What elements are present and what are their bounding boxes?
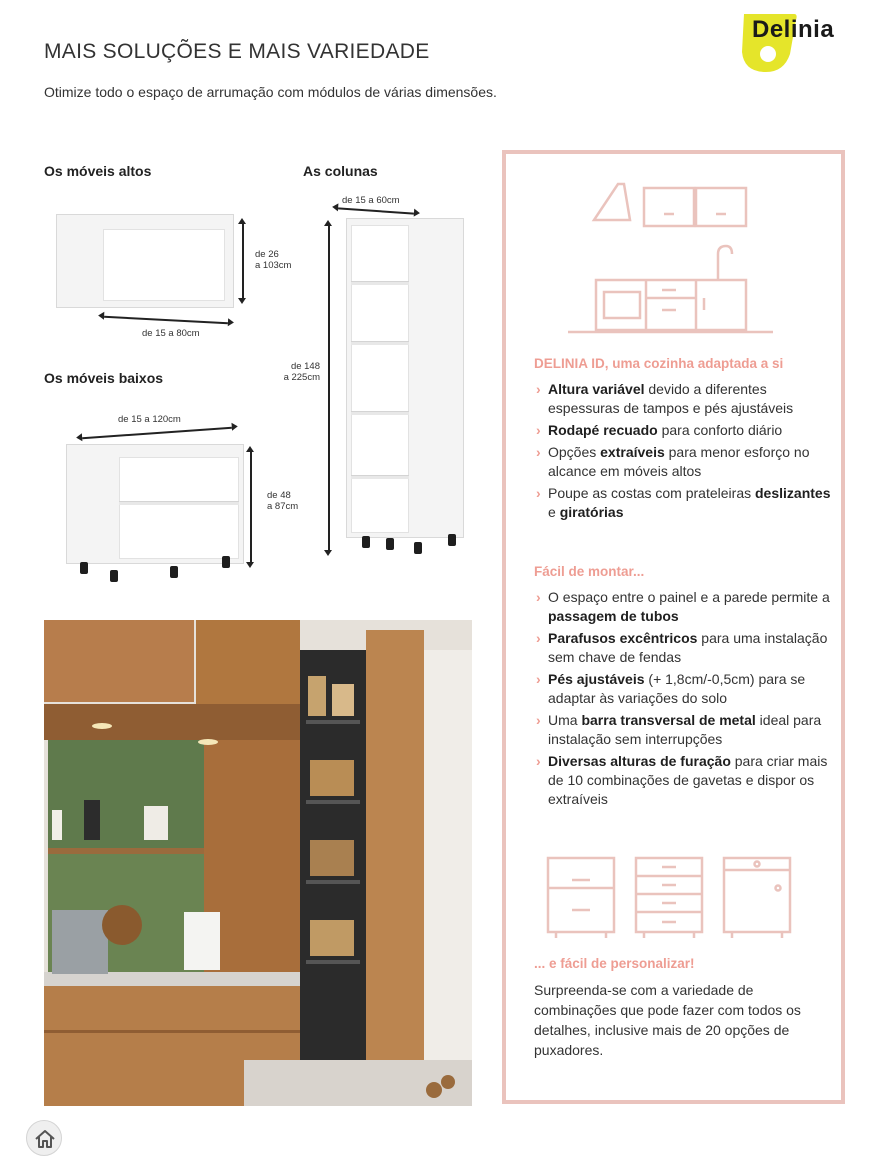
list-item: › Altura variável devido a diferentes espessuras de tampos e pés ajustáveis — [536, 380, 836, 418]
info-panel — [502, 150, 845, 1104]
list-item: › Diversas alturas de furação para criar mais de 10 combinações de gavetas e dispor os extraíveis — [536, 752, 836, 809]
page-subtitle: Otimize todo o espaço de arrumação com módulos de várias dimensões. — [44, 84, 497, 100]
base-height-arrow — [250, 452, 252, 562]
section2-title: Fácil de montar... — [534, 564, 645, 579]
column-width-arrow — [338, 207, 414, 214]
home-icon — [27, 1121, 63, 1157]
base-cabinet-illustration — [66, 444, 244, 564]
kitchen-outline-icon — [568, 180, 778, 340]
section2-list — [536, 588, 836, 812]
base-cabinets-label: Os móveis baixos — [44, 370, 164, 386]
list-item: › Poupe as costas com prateleiras deslizantes e giratórias — [536, 484, 836, 522]
home-button[interactable] — [26, 1120, 62, 1156]
drawer-modules-icon — [544, 854, 794, 944]
wall-width-label: de 15 a 80cm — [142, 328, 200, 339]
list-item: › Pés ajustáveis (+ 1,8cm/-0,5cm) para se adaptar às variações do solo — [536, 670, 836, 708]
wall-cabinet-illustration — [56, 214, 234, 308]
logo-text: Delinia — [752, 16, 835, 43]
column-height-arrow — [328, 226, 330, 550]
wall-height-arrow — [242, 224, 244, 298]
wall-width-arrow — [104, 316, 228, 324]
base-height-label: de 48 a 87cm — [267, 490, 299, 512]
base-width-arrow — [82, 427, 232, 439]
list-item: › Rodapé recuado para conforto diário — [536, 421, 836, 440]
tall-cabinets-label: Os móveis altos — [44, 163, 152, 179]
column-height-label: de 148 a 225cm — [283, 361, 320, 383]
page-title: MAIS SOLUÇÕES E MAIS VARIEDADE — [44, 40, 430, 63]
list-item: › Parafusos excêntricos para uma instalação sem chave de fendas — [536, 629, 836, 667]
section1-list — [536, 380, 836, 525]
base-width-label: de 15 a 120cm — [118, 414, 181, 425]
kitchen-scene-icon — [44, 620, 472, 1106]
columns-label: As colunas — [303, 163, 378, 179]
list-item: › Opções extraíveis para menor esforço no alcance em móveis altos — [536, 443, 836, 481]
section3-title: ... e fácil de personalizar! — [534, 956, 695, 971]
list-item: › O espaço entre o painel e a parede permite a passagem de tubos — [536, 588, 836, 626]
wall-height-label: de 26 a 103cm — [255, 249, 292, 271]
kitchen-photo — [44, 620, 472, 1106]
tall-column-illustration — [346, 218, 464, 538]
section1-title: DELINIA ID, uma cozinha adaptada a si — [534, 356, 784, 371]
column-width-label: de 15 a 60cm — [342, 195, 400, 206]
list-item: › Uma barra transversal de metal ideal para instalação sem interrupções — [536, 711, 836, 749]
closing-text: Surpreenda-se com a variedade de combinações que pode fazer com todos os detalhes, inclusive mais de 20 opções de puxadores. — [534, 982, 801, 1058]
